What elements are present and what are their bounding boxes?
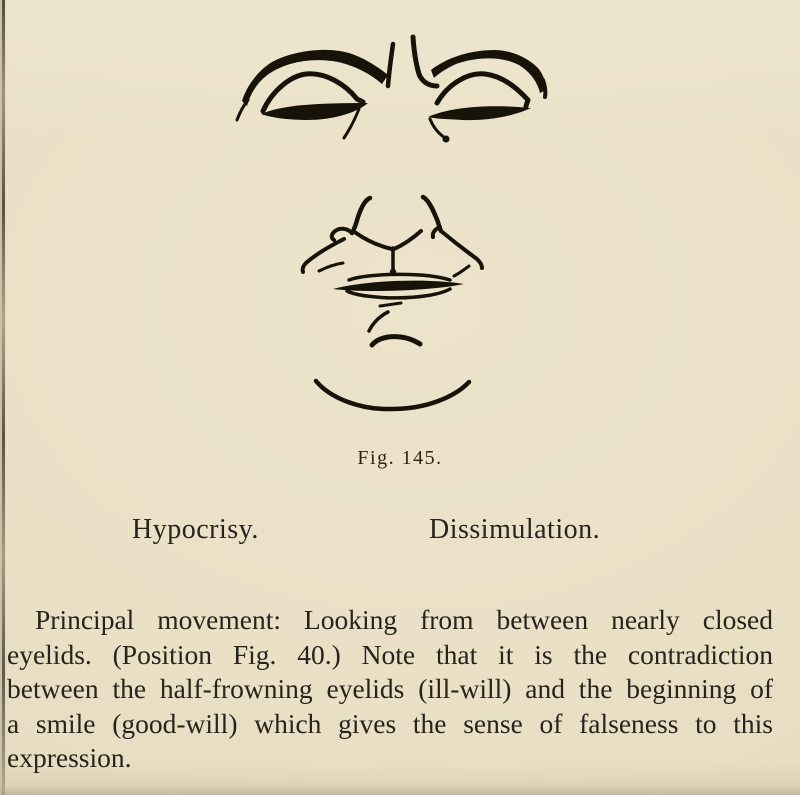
label-hypocrisy: Hypocrisy. xyxy=(132,514,259,545)
right-eye-corner-line xyxy=(430,119,445,138)
left-eyebrow-tail xyxy=(237,100,248,120)
nose-base-right xyxy=(394,231,421,249)
under-lip-dash xyxy=(380,303,401,306)
chin-outline xyxy=(316,381,469,409)
chin-crease-arc xyxy=(372,337,420,345)
nose-left-nasolabial xyxy=(303,239,344,272)
paragraph-line: Principal movement: Looking from between nearly closed xyxy=(35,604,773,635)
nose-base-left xyxy=(356,233,392,249)
paragraph-line: expression. xyxy=(7,742,132,774)
right-frown-line xyxy=(413,37,437,86)
figure-labels xyxy=(0,514,800,550)
right-cheek-dash xyxy=(454,266,469,276)
right-eyebrow-tail xyxy=(543,80,545,97)
right-eye-corner-dot xyxy=(443,136,450,143)
paragraph-line: between the half-frowning eyelids (ill-will) and the beginning of xyxy=(7,673,773,705)
nose-right-nasolabial xyxy=(441,231,482,268)
nose-left-bridge xyxy=(352,198,370,233)
paragraph-line: a smile (good-will) which gives the sense of falseness to this xyxy=(7,707,773,739)
nose-right-nostril xyxy=(433,227,440,237)
left-eye-slit xyxy=(261,103,368,120)
upper-lip-line xyxy=(349,274,450,280)
right-upper-eyelid xyxy=(437,74,528,106)
left-frown-line xyxy=(388,44,393,86)
paragraph-line: eyelids. (Position Fig. 40.) Note that it is the contradiction xyxy=(7,638,773,670)
right-eye-slit xyxy=(428,106,531,120)
mouth-slit xyxy=(333,281,464,291)
left-cheek-dash xyxy=(319,263,343,271)
chin-slant-line xyxy=(369,312,388,331)
description-paragraph xyxy=(7,603,773,776)
figure-caption: Fig. 145. xyxy=(357,447,443,469)
label-dissimulation: Dissimulation. xyxy=(429,514,601,545)
page-bottom-shadow xyxy=(0,785,800,795)
left-eyebrow xyxy=(242,50,388,106)
